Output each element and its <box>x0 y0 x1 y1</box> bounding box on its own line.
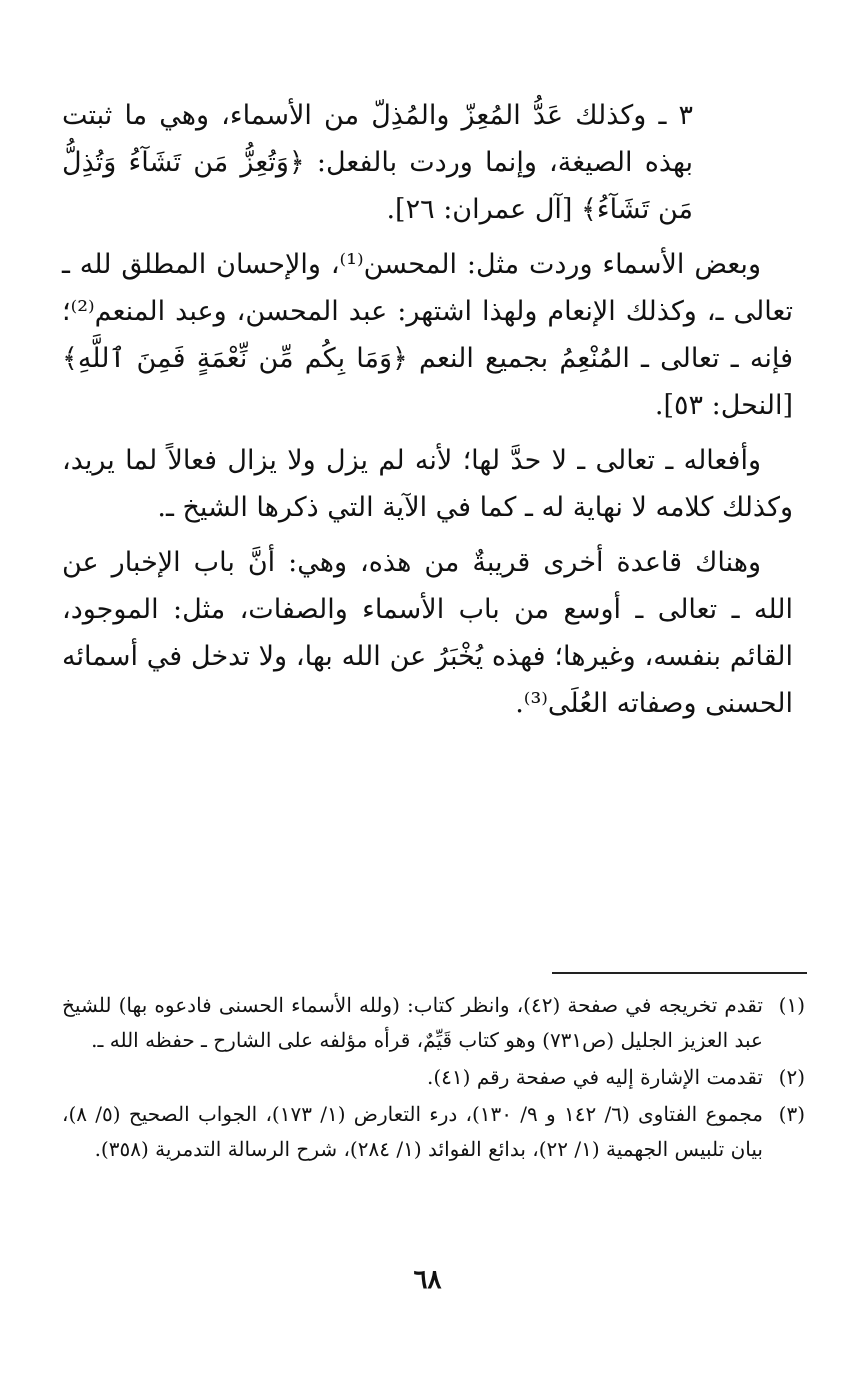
footnote-text: مجموع الفتاوى (٦/ ١٤٢ و ٩/ ١٣٠)، درء التعارض (١/ ١٧٣)، الجواب الصحيح (٥/ ٨)، بيان تلبيس الجهمية (١/ ٢٢)، بدائع الفوائد (١/ ٢٨٤)، شرح الرسالة التدمرية (٣٥٨). <box>62 1102 763 1161</box>
paragraph-1: ٣ ـ وكذلك عَدُّ المُعِزّ والمُذِلّ من الأسماء، وهي ما ثبتت بهذه الصيغة، وإنما وردت بالفعل: ﴿وَتُعِزُّ مَن تَشَآءُ وَتُذِلُّ مَن تَشَآءُ﴾ [آل عمران: ٢٦]. <box>62 100 693 225</box>
paragraph-3: وأفعاله ـ تعالى ـ لا حدَّ لها؛ لأنه لم يزل ولا يزال فعالاً لما يريد، وكذلك كلامه لا نهاية له ـ كما في الآية التي ذكرها الشيخ ـ. <box>62 445 793 523</box>
footnote-number: (٣) <box>778 1102 805 1126</box>
paragraph-4: وهناك قاعدة أخرى قريبةٌ من هذه، وهي: أنَّ باب الإخبار عن الله ـ تعالى ـ أوسع من باب الأسماء والصفات، مثل: الموجود، القائم بنفسه، وغيرها؛ فهذه يُخْبَرُ عن الله بها، ولا تدخل في أسمائه الحسنى وصفاته العُلَى⁽³⁾. <box>62 547 793 719</box>
footnote-3 <box>62 1097 805 1167</box>
footnote-text: تقدم تخريجه في صفحة (٤٢)، وانظر كتاب: (ولله الأسماء الحسنى فادعوه بها) للشيخ عبد العزيز الجليل (ص٧٣١) وهو كتاب قَيِّمٌ، قرأه مؤلفه على الشارح ـ حفظه الله ـ. <box>62 993 763 1052</box>
footnote-1 <box>62 988 805 1058</box>
page-number: ٦٨ <box>413 1265 442 1295</box>
footnote-2 <box>62 1060 805 1095</box>
paragraph-2: وبعض الأسماء وردت مثل: المحسن⁽¹⁾، والإحسان المطلق لله ـ تعالى ـ، وكذلك الإنعام ولهذا اشتهر: عبد المحسن، وعبد المنعم⁽²⁾؛ فإنه ـ تعالى ـ المُنْعِمُ بجميع النعم ﴿وَمَا بِكُم مِّن نِّعْمَةٍ فَمِنَ ٱللَّهِ﴾ [النحل: ٥٣]. <box>62 249 793 421</box>
footnote-text: تقدمت الإشارة إليه في صفحة رقم (٤١). <box>427 1065 763 1089</box>
footnote-number: (٢) <box>778 1065 805 1089</box>
footnote-separator <box>552 972 807 974</box>
footnote-number: (١) <box>778 993 805 1017</box>
footnotes <box>62 988 805 1169</box>
main-text <box>62 92 793 735</box>
